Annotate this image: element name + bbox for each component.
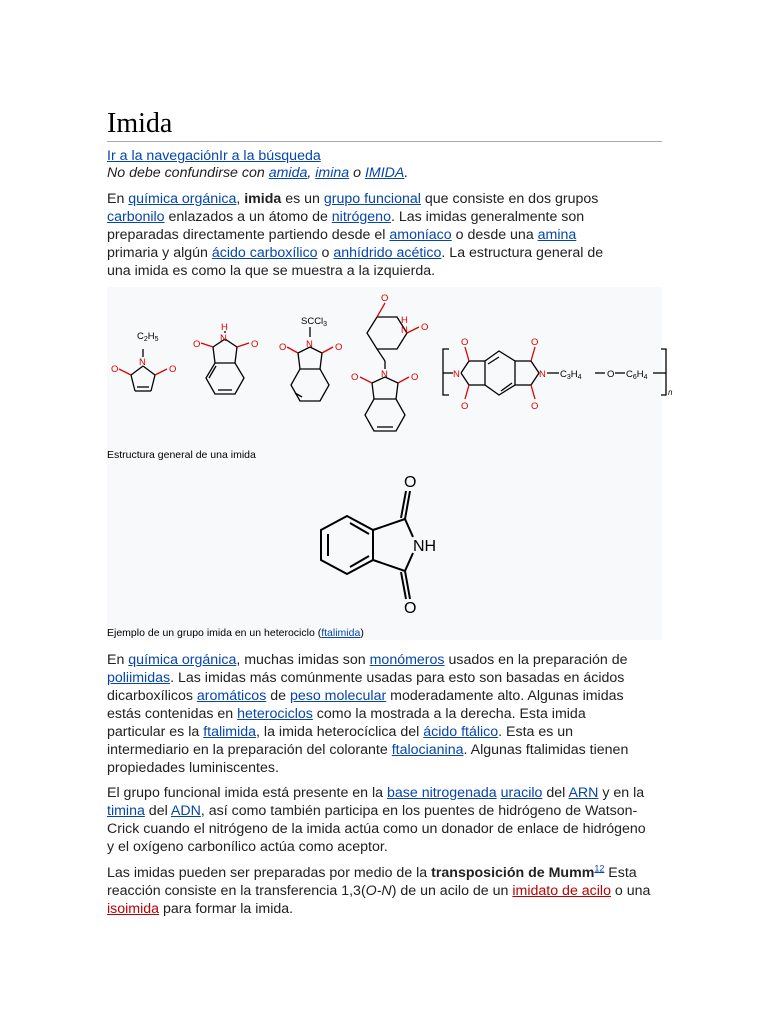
link-imina[interactable]: imina <box>315 165 350 181</box>
link-carbonilo[interactable]: carbonilo <box>107 209 165 225</box>
link-quimica-organica[interactable]: química orgánica <box>128 191 237 207</box>
bold-mumm: transposición de Mumm <box>431 865 595 881</box>
skip-links[interactable] <box>107 147 663 165</box>
svg-text:n: n <box>668 388 673 397</box>
link-adn[interactable]: ADN <box>170 803 201 819</box>
link-uracilo[interactable]: uracilo <box>500 785 543 801</box>
svg-text:O: O <box>169 364 177 375</box>
link-base-nitrogenada[interactable]: base nitrogenada <box>386 785 497 801</box>
ethyl-label: $C_2H_5$ <box>137 331 159 343</box>
sccl3-label: SCCl$_3$ <box>301 316 328 328</box>
link-nitrogeno[interactable]: nitrógeno <box>331 209 391 225</box>
reference-link[interactable]: 12 <box>594 863 605 874</box>
svg-text:C6H4: $C_6H_4$ <box>626 369 648 381</box>
link-amina[interactable]: amina <box>537 227 577 243</box>
italic-o-n: O-N <box>365 883 392 899</box>
paragraph-monomers: En química orgánica, muchas imidas son monómeros usados en la preparación de poliimidas. Las imidas más comúnmente usadas para esto son basadas en ácidos dicarboxílicos aromáticos de peso molecular moderadamente alto. Algunas imidas estás contenidas en heterociclos como la mostrada a la derecha. Esta imida particular es la ftalimida, la imida heterocíclica del ácido ftálico. Esta es un intermediario en la preparación del colorante ftalocianina. Algunas ftalimidas tienen propiedades luminiscentes. <box>107 652 629 776</box>
paragraph-nucleobases: El grupo funcional imida está presente en la base nitrogenada uracilo del ARN y en la timina del ADN, así como también participa en los puentes de hidrógeno de Watson-Crick cuando el nitrógeno de la imida actúa como un donador de enlace de hidrógeno y el oxígeno carbonílico actúa como aceptor. <box>107 785 646 855</box>
svg-text:N: N <box>139 357 146 368</box>
link-timina[interactable]: timina <box>107 803 145 819</box>
svg-text:O: O <box>531 401 539 412</box>
svg-text:N: N <box>401 325 408 336</box>
svg-text:O: O <box>279 342 287 353</box>
svg-text:N: N <box>381 369 388 380</box>
link-acido-ftalico[interactable]: ácido ftálico <box>423 724 499 740</box>
bold-term: imida <box>244 191 282 207</box>
svg-text:O: O <box>607 369 615 380</box>
caption-link-ftalimida[interactable]: ftalimida <box>321 627 361 639</box>
svg-text:O: O <box>351 372 359 383</box>
svg-text:O: O <box>193 339 201 350</box>
link-heterociclos[interactable]: heterociclos <box>237 706 313 722</box>
hatnote-sep: , <box>307 165 316 181</box>
link-amida[interactable]: amida <box>268 165 308 181</box>
oxygen-top-label: O <box>404 474 417 491</box>
link-acido-carboxilico[interactable]: ácido carboxílico <box>211 245 318 261</box>
paragraph-mumm: Las imidas pueden ser preparadas por medio de la transposición de Mumm$^{12}$ Esta reacción consiste en la transferencia 1,3(O-N) de un acilo de un imidato de acilo o una isoimida para formar la imida. <box>107 863 651 917</box>
title-divider <box>107 141 662 142</box>
hatnote-end: . <box>404 165 409 181</box>
link-poliimidas[interactable]: poliimidas <box>107 670 171 686</box>
link-imidato-de-acilo[interactable]: imidato de acilo <box>512 883 611 899</box>
link-peso-molecular[interactable]: peso molecular <box>289 688 387 704</box>
paragraph-intro: En química orgánica, imida es un grupo funcional que consiste en dos grupos carbonilo enlazados a un átomo de nitrógeno. Las imidas generalmente son preparadas directamente partiendo desde el amoníaco o desde una amina primaria y algún ácido carboxílico o anhídrido acético. La estructura general de una imida es como la que se muestra a la izquierda. <box>107 191 604 279</box>
link-ftalocianina[interactable]: ftalocianina <box>391 742 464 758</box>
phthalimide-diagram <box>107 474 662 617</box>
chain-label: $C_3H_4$ <box>560 369 582 381</box>
svg-text:N: N <box>220 333 227 344</box>
link-quimica-organica-2[interactable]: química orgánica <box>128 652 237 668</box>
link-imida-org[interactable]: IMIDA <box>364 165 405 181</box>
nh-label: NH <box>413 538 437 555</box>
link-grupo-funcional[interactable]: grupo funcional <box>323 191 421 207</box>
skip-navigation-link[interactable]: Ir a la navegaciónIr a la búsqueda <box>107 148 321 164</box>
svg-text:O: O <box>421 322 429 333</box>
svg-text:O: O <box>381 293 389 304</box>
svg-text:O: O <box>411 372 419 383</box>
svg-text:N: N <box>453 369 460 380</box>
svg-text:O: O <box>251 339 259 350</box>
svg-text:N: N <box>306 339 313 350</box>
svg-text:H: H <box>401 315 408 326</box>
svg-text:O: O <box>335 342 343 353</box>
link-monomeros[interactable]: monómeros <box>369 652 445 668</box>
link-anhidrido-acetico[interactable]: anhídrido acético <box>333 245 442 261</box>
oxygen-bottom-label: O <box>404 600 417 617</box>
svg-text:O: O <box>111 364 119 375</box>
svg-text:O: O <box>531 337 539 348</box>
page-title: Imida <box>107 108 173 139</box>
figure2-caption: Ejemplo de un grupo imida en un heterociclo (ftalimida) <box>107 627 364 639</box>
hatnote-text: No debe confundirse con <box>107 165 269 181</box>
svg-text:H: H <box>221 322 228 333</box>
svg-text:N: N <box>539 369 546 380</box>
hatnote-sep: o <box>349 165 365 181</box>
hatnote <box>107 164 663 182</box>
link-isoimida[interactable]: isoimida <box>107 901 160 917</box>
link-arn[interactable]: ARN <box>568 785 599 801</box>
link-amoniaco[interactable]: amoníaco <box>389 227 452 243</box>
svg-text:O: O <box>461 337 469 348</box>
figure-panel <box>107 287 673 640</box>
imide-structures-diagram <box>107 287 673 437</box>
svg-text:O: O <box>461 401 469 412</box>
link-ftalimida[interactable]: ftalimida <box>203 724 257 740</box>
figure1-caption: Estructura general de una imida <box>107 449 256 461</box>
link-aromaticos[interactable]: aromáticos <box>196 688 267 704</box>
